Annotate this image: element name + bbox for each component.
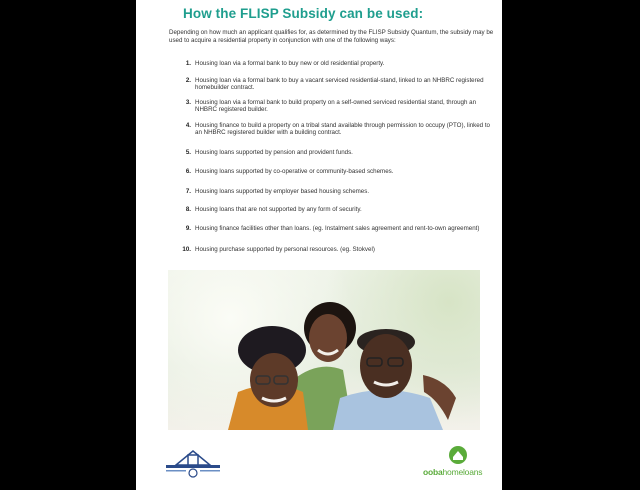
list-number: 2. bbox=[185, 77, 191, 84]
list-text: Housing loans supported by co-operative or community-based schemes. bbox=[195, 168, 394, 175]
department-crest-logo bbox=[166, 445, 220, 479]
list-text: Housing loans supported by employer based housing schemes. bbox=[195, 188, 370, 195]
list-text: Housing finance facilities other than loans. (eg. Instalment sales agreement and rent-to-own agreement) bbox=[195, 225, 480, 232]
list-number: 6. bbox=[185, 168, 191, 175]
list-number: 4. bbox=[185, 122, 191, 129]
family-photo-illustration bbox=[168, 270, 480, 430]
list-text: Housing loan via a formal bank to buy new or old residential property. bbox=[195, 60, 385, 67]
list-text: Housing finance to build a property on a tribal stand available through permission to occupy (PTO), linked to an NHBRC registered builder with a building contract. bbox=[195, 122, 490, 137]
list-number: 3. bbox=[185, 99, 191, 106]
list-text: Housing loan via a formal bank to build property on a self-owned serviced residential stand, through an NHBRC registered builder. bbox=[195, 99, 477, 114]
page-title: How the FLISP Subsidy can be used: bbox=[183, 6, 424, 21]
list-text: Housing purchase supported by personal resources. (eg. Stokvel) bbox=[195, 246, 375, 253]
intro-paragraph: Depending on how much an applicant qualifies for, as determined by the FLISP Subsidy Quantum, the subsidy may be used to acquire a residential property in conjunction with one of the following ways: bbox=[169, 29, 494, 44]
ooba-brand-wordmark bbox=[423, 467, 482, 477]
list-number: 8. bbox=[185, 206, 191, 213]
list-number: 7. bbox=[185, 188, 191, 195]
family-photo bbox=[168, 270, 480, 430]
list-number: 10. bbox=[182, 246, 191, 253]
list-number: 5. bbox=[185, 149, 191, 156]
brand-prefix: ooba bbox=[423, 467, 443, 477]
list-text: Housing loans supported by pension and provident funds. bbox=[195, 149, 353, 156]
document-page bbox=[136, 0, 502, 490]
list-number: 9. bbox=[185, 225, 191, 232]
brand-suffix: homeloans bbox=[442, 467, 483, 477]
list-number: 1. bbox=[185, 60, 191, 67]
list-text: Housing loans that are not supported by any form of security. bbox=[195, 206, 362, 213]
list-text: Housing loan via a formal bank to buy a vacant serviced residential-stand, linked to an NHBRC registered homebuilder contract. bbox=[195, 77, 484, 92]
